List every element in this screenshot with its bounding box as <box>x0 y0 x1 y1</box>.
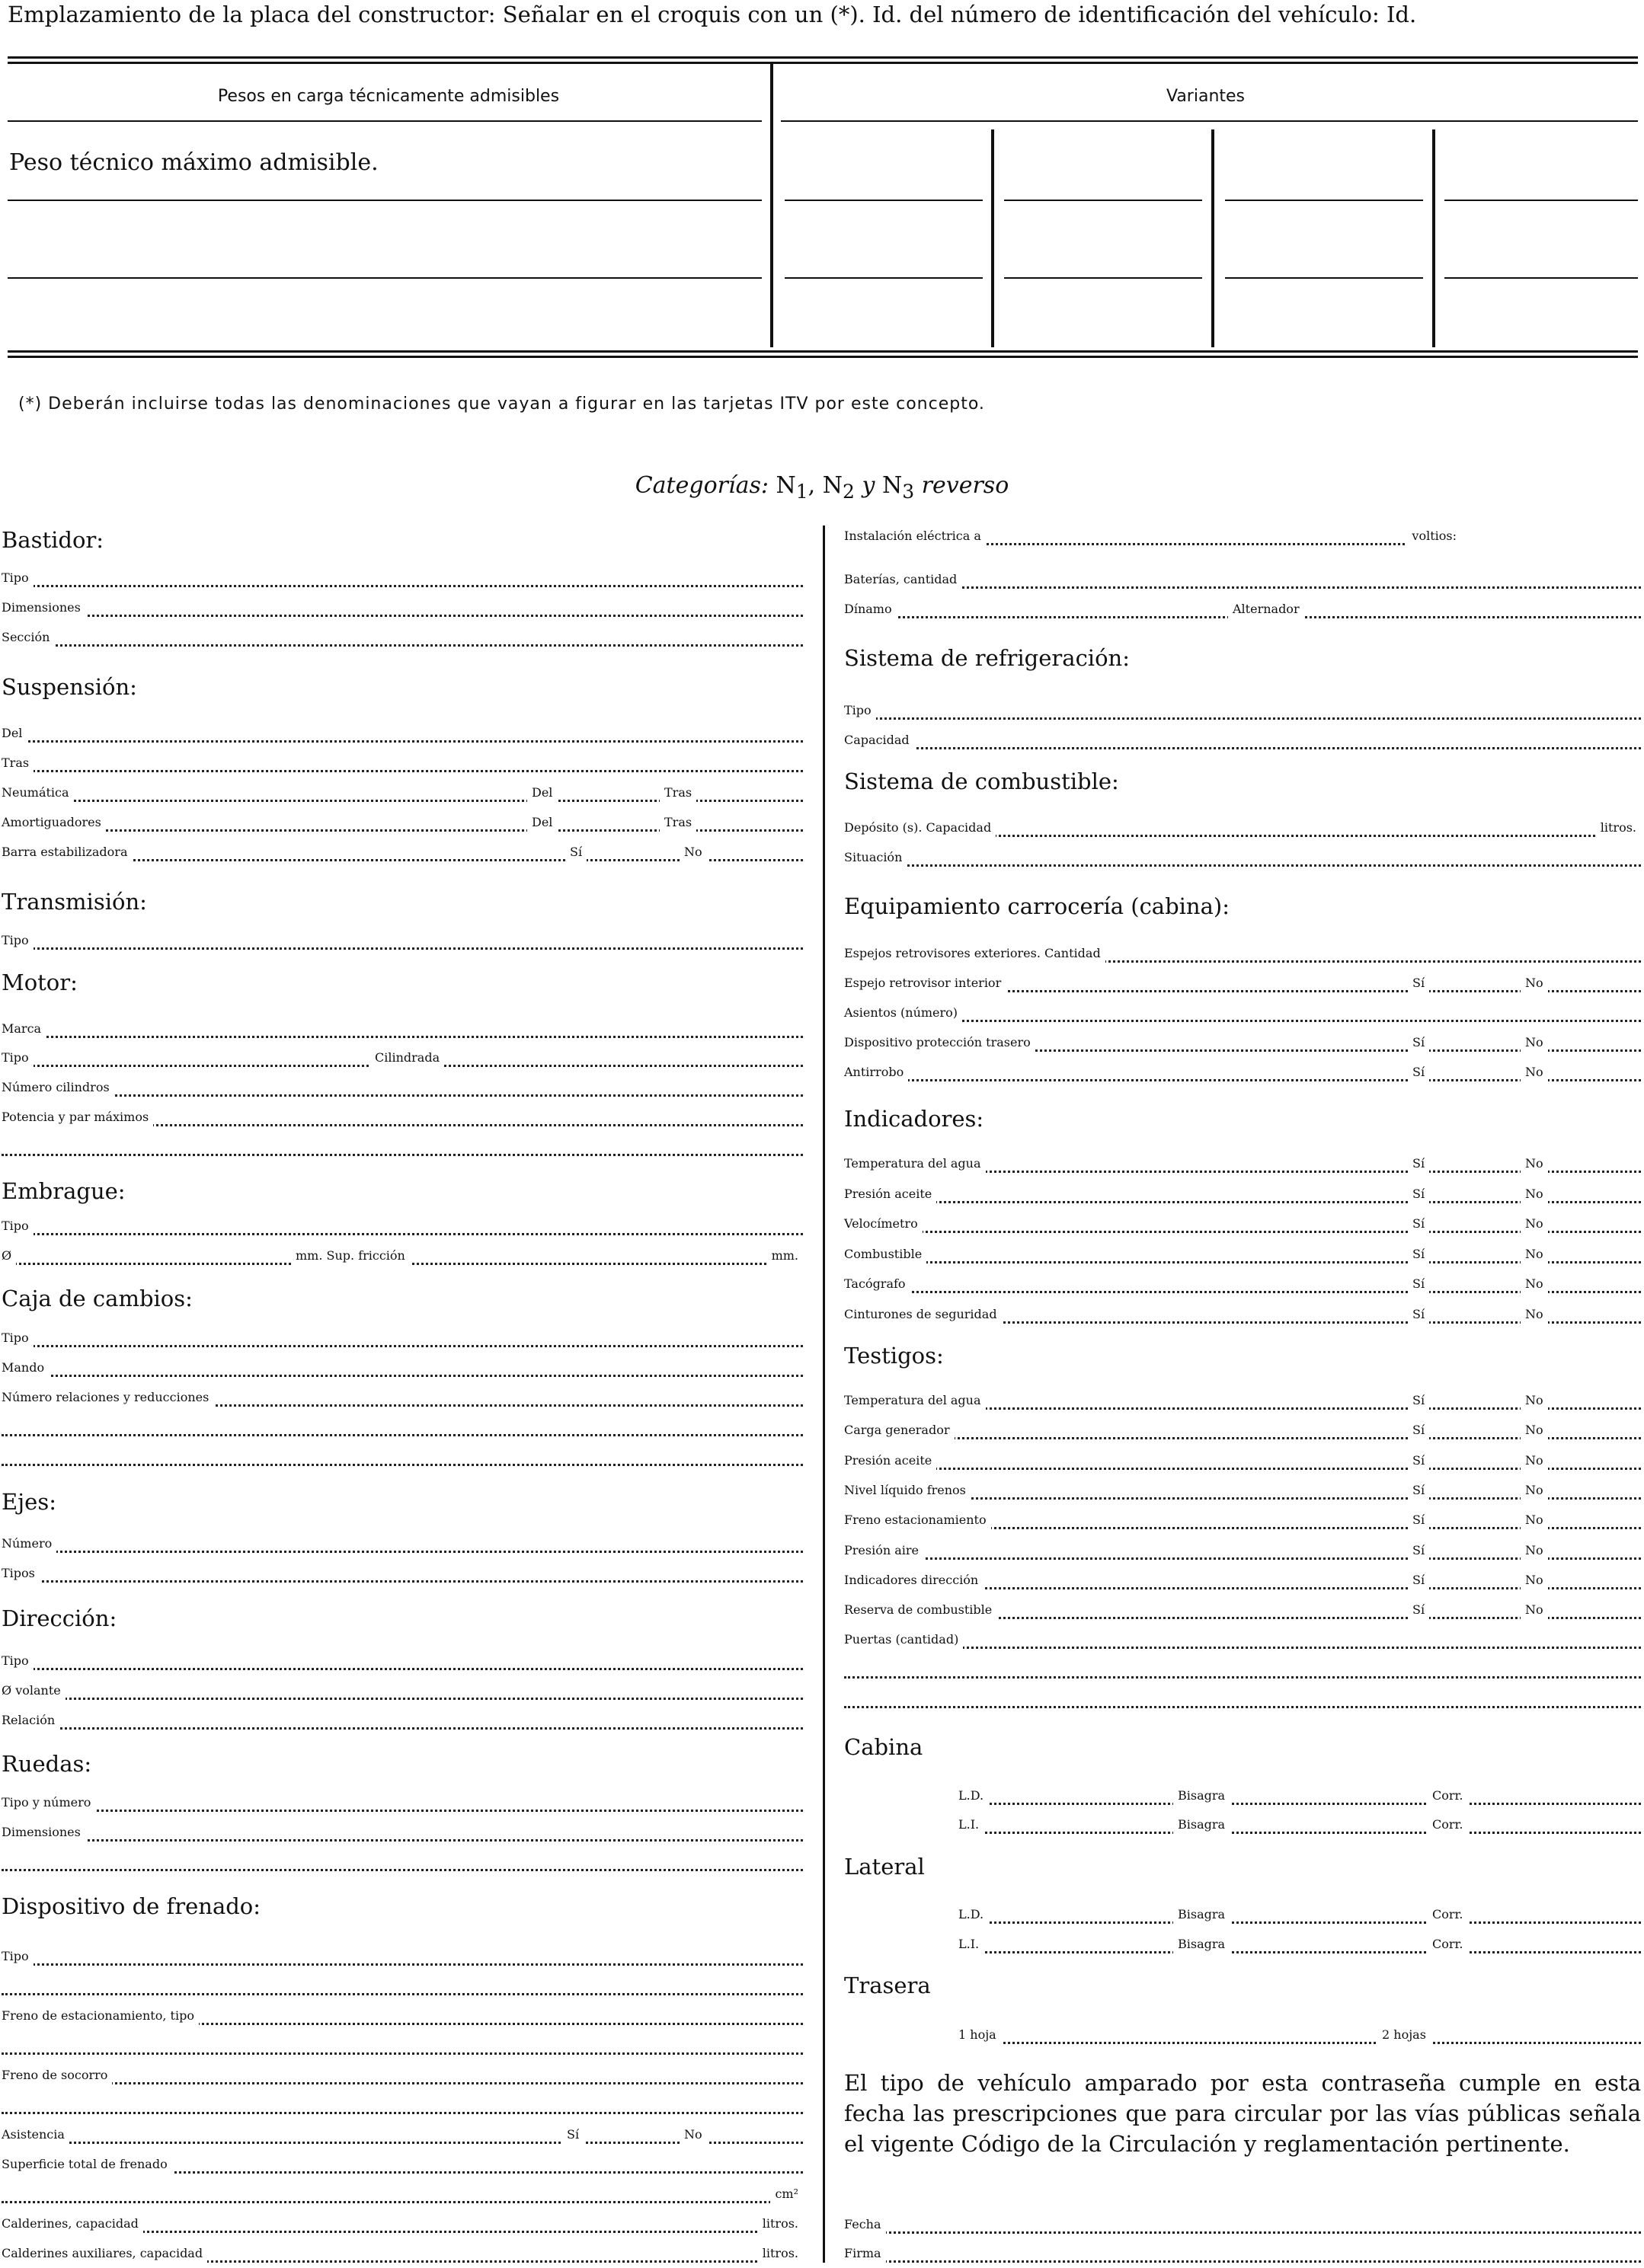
field-label: litros. <box>758 2239 803 2268</box>
field-label: Sí <box>1408 1386 1429 1415</box>
dotted-leader <box>2 918 803 950</box>
cat-suffix: reverso <box>921 472 1009 499</box>
table-rule <box>8 277 762 279</box>
field-label: Número relaciones y reducciones <box>2 1383 213 1412</box>
dotted-leader <box>2 1551 803 1583</box>
field-label: Presión aire <box>844 1536 923 1565</box>
field-label: No <box>1521 1300 1548 1329</box>
field-label: Ø <box>2 1241 16 1270</box>
dotted-leader <box>844 835 1641 867</box>
field-label: Freno de estacionamiento, tipo <box>2 2001 199 2030</box>
field-label: Cinturones de seguridad <box>844 1300 1002 1329</box>
field-label: Número cilindros <box>2 1073 114 1102</box>
cat-n2: N <box>822 472 843 499</box>
table-rule <box>785 277 983 279</box>
field-label: No <box>1521 1209 1548 1238</box>
form-row[interactable] <box>844 726 1641 755</box>
field-label: Tipo <box>2 1324 34 1353</box>
field-label: L.I. <box>958 1810 984 1839</box>
field-label: No <box>1521 1149 1548 1178</box>
form-row[interactable] <box>2 623 803 652</box>
field-label: Sí <box>1408 1058 1429 1087</box>
field-label: Potencia y par máximos <box>2 1103 153 1132</box>
field-label: litros. <box>758 2209 803 2238</box>
header-line: Emplazamiento de la placa del constructor: Señalar en el croquis con un (*). Id. del número de identificación del vehículo: Id. <box>8 2 1417 27</box>
dotted-leader <box>2 1125 803 1156</box>
dotted-leader <box>844 1647 1641 1679</box>
form-row[interactable] <box>2 1706 803 1735</box>
field-label: Dimensiones <box>2 1818 85 1847</box>
field-label: Tipo <box>2 1647 34 1675</box>
indicator-row[interactable] <box>844 1300 1641 1329</box>
field-label: Sí <box>1408 969 1429 998</box>
dotted-leader <box>2 2024 803 2055</box>
cat-y: y <box>862 472 875 499</box>
dotted-leader <box>844 718 1641 749</box>
table-rule <box>1225 277 1423 279</box>
field-label: Presión aceite <box>844 1180 936 1209</box>
field-label: Bisagra <box>1173 1781 1230 1810</box>
field-label: Tipos <box>2 1559 40 1588</box>
dotted-leader <box>2 2083 803 2114</box>
field-label: Corr. <box>1428 1900 1468 1929</box>
field-label: Relación <box>2 1706 59 1735</box>
field-label: Espejos retrovisores exteriores. Cantidad <box>844 939 1105 968</box>
refrig-heading: Sistema de refrigeración: <box>844 645 1130 671</box>
table-rule <box>1004 200 1202 201</box>
table-rule <box>1444 200 1638 201</box>
form-row[interactable] <box>958 2020 1641 2049</box>
dotted-leader <box>844 1618 1641 1649</box>
combustible-heading: Sistema de combustible: <box>844 768 1119 794</box>
dotted-leader <box>2 1065 803 1097</box>
field-label: No <box>1521 1506 1548 1535</box>
table-top-rule <box>8 56 1638 64</box>
field-label: Bisagra <box>1173 1930 1230 1959</box>
field-label: Tipo <box>2 1212 34 1241</box>
form-row[interactable] <box>844 843 1641 872</box>
form-row[interactable] <box>844 1685 1641 1714</box>
field-label: Dínamo <box>844 595 897 624</box>
field-label: mm. Sup. fricción <box>291 1241 410 1270</box>
field-label: Sí <box>1408 1270 1429 1299</box>
field-label: No <box>1521 1596 1548 1624</box>
embrague-heading: Embrague: <box>2 1178 126 1204</box>
field-label: Calderines auxiliares, capacidad <box>2 2239 207 2268</box>
field-label: Tacógrafo <box>844 1270 910 1299</box>
field-label: 2 hojas <box>1377 2020 1431 2049</box>
form-row[interactable] <box>2 1848 803 1877</box>
field-label: No <box>1521 1270 1548 1299</box>
cat-n3: N <box>881 472 903 499</box>
field-label: mm. <box>767 1241 803 1270</box>
cat-comma: , <box>808 472 816 499</box>
field-label: Bisagra <box>1173 1810 1230 1839</box>
dotted-leader <box>2 2053 803 2084</box>
field-label: Asistencia <box>2 2120 69 2149</box>
dotted-leader <box>844 557 1641 589</box>
field-label: Tipo <box>2 564 34 593</box>
field-label: Tipo <box>2 926 34 955</box>
dotted-leader <box>958 1922 1641 1953</box>
field-label: Combustible <box>844 1240 926 1269</box>
dotted-leader <box>2 711 803 743</box>
field-label: Sí <box>1408 1596 1429 1624</box>
footnote: (*) Deberán incluirse todas las denominaciones que vayan a figurar en las tarjetas ITV por este concepto. <box>18 395 985 414</box>
field-label: No <box>1521 1180 1548 1209</box>
field-label: Tipo y número <box>2 1788 95 1817</box>
field-label: voltios: <box>1407 522 1461 551</box>
trasera-heading: Trasera <box>844 1973 931 1998</box>
dotted-leader <box>2 1840 803 1871</box>
field-label: Espejo retrovisor interior <box>844 969 1006 998</box>
field-label: Número <box>2 1529 56 1558</box>
field-label: Mando <box>2 1353 49 1382</box>
table-bottom-rule <box>8 350 1638 358</box>
field-label: 1 hoja <box>958 2020 1001 2049</box>
field-label: Sí <box>1408 1149 1429 1178</box>
field-label: No <box>1521 969 1548 998</box>
field-label: Tipo <box>844 696 876 725</box>
field-label: Nivel líquido frenos <box>844 1476 971 1505</box>
table-rule <box>8 120 762 122</box>
table-rule <box>8 200 762 201</box>
cat-sub1: 1 <box>795 481 808 503</box>
field-label: No <box>1521 1416 1548 1445</box>
form-row[interactable] <box>844 595 1641 624</box>
dotted-leader <box>958 1893 1641 1924</box>
field-label: No <box>1521 1386 1548 1415</box>
testigos-heading: Testigos: <box>844 1343 944 1369</box>
dotted-leader <box>844 1677 1641 1708</box>
field-label: Asientos (número) <box>844 998 962 1027</box>
dotted-leader <box>958 2013 1641 2044</box>
cat-n1: N <box>776 472 796 499</box>
field-label: Tras <box>660 778 696 807</box>
dotted-leader <box>844 2203 1641 2234</box>
dotted-leader <box>2 1810 803 1842</box>
table-divider <box>1211 129 1214 347</box>
weights-header: Pesos en carga técnicamente admisibles <box>217 87 560 106</box>
field-label: L.I. <box>958 1930 984 1959</box>
field-label: Tipo <box>2 1043 34 1072</box>
dotted-leader <box>2 1316 803 1347</box>
certification-paragraph: El tipo de vehículo amparado por esta contraseña cumple en esta fecha las prescripciones que para circular por las vías públicas señala el vigente Código de la Circulación y reglamentación pertinente. <box>844 2070 1641 2157</box>
field-label: cm² <box>770 2180 803 2209</box>
field-label: Cilindrada <box>370 1043 444 1072</box>
column-divider <box>823 525 825 2263</box>
form-row[interactable] <box>2 1442 803 1471</box>
dotted-leader <box>2 2172 803 2203</box>
cabina-heading: Cabina <box>844 1734 923 1760</box>
dotted-leader <box>2 1669 803 1700</box>
field-label: Firma <box>844 2239 886 2268</box>
suspension-heading: Suspensión: <box>2 674 137 700</box>
field-label: No <box>1521 1536 1548 1565</box>
field-label: Instalación eléctrica a <box>844 522 986 551</box>
frenado-heading: Dispositivo de frenado: <box>2 1893 261 1919</box>
table-divider <box>991 129 994 347</box>
dotted-leader <box>2 1934 803 1966</box>
transmision-heading: Transmisión: <box>2 889 147 915</box>
field-label: No <box>1521 1446 1548 1475</box>
dotted-leader <box>2 1435 803 1466</box>
field-label: Sí <box>562 2120 584 2149</box>
field-label: Sí <box>1408 1416 1429 1445</box>
field-label: Del <box>527 778 557 807</box>
indicadores-heading: Indicadores: <box>844 1106 984 1132</box>
field-label: Temperatura del agua <box>844 1386 986 1415</box>
form-row[interactable] <box>2 926 803 955</box>
cat-sub2: 2 <box>843 481 855 503</box>
field-label: Antirrobo <box>844 1058 908 1087</box>
dotted-leader <box>2 1522 803 1553</box>
dotted-leader <box>2 1007 803 1038</box>
table-rule <box>1004 277 1202 279</box>
dotted-leader <box>844 991 1641 1022</box>
field-label: Marca <box>2 1014 46 1043</box>
dotted-leader <box>844 2231 1641 2263</box>
table-divider <box>770 64 773 347</box>
field-label: Sí <box>1408 1536 1429 1565</box>
form-row[interactable] <box>958 1810 1641 1839</box>
table-divider <box>1432 129 1435 347</box>
field-label: Reserva de combustible <box>844 1596 996 1624</box>
dotted-leader <box>2 1204 803 1235</box>
field-label: No <box>1521 1240 1548 1269</box>
dotted-leader <box>958 1803 1641 1834</box>
field-label: Sección <box>2 623 54 652</box>
field-label: Sí <box>565 838 587 867</box>
direccion-heading: Dirección: <box>2 1605 117 1631</box>
field-label: Sí <box>1408 1446 1429 1475</box>
field-label: Puertas (cantidad) <box>844 1625 963 1654</box>
field-label: Ø volante <box>2 1676 66 1705</box>
field-label: Superficie total de frenado <box>2 2150 172 2179</box>
field-label: Sí <box>1408 1209 1429 1238</box>
table-rule <box>785 200 983 201</box>
dotted-leader <box>2 741 803 772</box>
dotted-leader <box>958 1774 1641 1805</box>
field-label: No <box>1521 1566 1548 1595</box>
field-label: Neumática <box>2 778 74 807</box>
field-label: No <box>680 2120 707 2149</box>
field-label: Situación <box>844 843 907 872</box>
field-label: No <box>1521 1476 1548 1505</box>
form-row[interactable] <box>2 838 803 867</box>
field-label: Tras <box>2 749 34 778</box>
field-label: Presión aceite <box>844 1446 936 1475</box>
field-label: L.D. <box>958 1900 988 1929</box>
field-label: Tras <box>660 808 696 837</box>
field-label: Sí <box>1408 1028 1429 1057</box>
field-label: Capacidad <box>844 726 914 755</box>
dotted-leader <box>2 1639 803 1670</box>
field-label: Sí <box>1408 1506 1429 1535</box>
field-label: Dispositivo protección trasero <box>844 1028 1035 1057</box>
form-row[interactable] <box>2 1132 803 1161</box>
dotted-leader <box>2 556 803 587</box>
dotted-leader <box>2 1346 803 1377</box>
field-label: No <box>1521 1028 1548 1057</box>
dotted-leader <box>2 1405 803 1436</box>
field-label: Sí <box>1408 1566 1429 1595</box>
field-label: Corr. <box>1428 1781 1468 1810</box>
field-label: Baterías, cantidad <box>844 565 961 594</box>
table-rule <box>1444 277 1638 279</box>
dotted-leader <box>2 615 803 647</box>
form-row[interactable] <box>2 2239 803 2268</box>
form-row[interactable] <box>958 1930 1641 1959</box>
field-label: Indicadores dirección <box>844 1566 983 1595</box>
field-label: Calderines, capacidad <box>2 2209 143 2238</box>
field-label: Freno de socorro <box>2 2061 112 2090</box>
dotted-leader <box>2 1781 803 1812</box>
field-label: Amortiguadores <box>2 808 106 837</box>
ruedas-heading: Ruedas: <box>2 1751 92 1777</box>
field-label: Del <box>2 719 27 748</box>
field-label: Corr. <box>1428 1930 1468 1959</box>
field-label: Sí <box>1408 1180 1429 1209</box>
field-label: Carga generador <box>844 1416 955 1445</box>
cat-sub3: 3 <box>902 481 915 503</box>
equip-heading: Equipamiento carrocería (cabina): <box>844 893 1230 919</box>
dotted-leader <box>2 1698 803 1730</box>
field-label: Freno estacionamiento <box>844 1506 991 1535</box>
field-label: Velocímetro <box>844 1209 923 1238</box>
field-label: Tipo <box>2 1942 34 1971</box>
field-label: Bisagra <box>1173 1900 1230 1929</box>
field-label: Sí <box>1408 1240 1429 1269</box>
field-label: Del <box>527 808 557 837</box>
form-row[interactable] <box>844 522 1461 551</box>
categories-prefix: Categorías: <box>635 472 769 499</box>
field-label: No <box>1521 1058 1548 1087</box>
weights-row-label: Peso técnico máximo admisible. <box>9 149 379 176</box>
motor-heading: Motor: <box>2 969 78 995</box>
categories-heading <box>0 472 1644 503</box>
form-row[interactable] <box>2 1241 803 1270</box>
caja-heading: Caja de cambios: <box>2 1286 193 1311</box>
field-label: Barra estabilizadora <box>2 838 133 867</box>
field-label: Depósito (s). Capacidad <box>844 813 996 842</box>
field-label: litros. <box>1596 813 1641 842</box>
bastidor-heading: Bastidor: <box>2 527 104 553</box>
table-rule <box>781 120 1638 122</box>
variants-header: Variantes <box>1166 87 1246 106</box>
field-label: Corr. <box>1428 1810 1468 1839</box>
field-label: No <box>680 838 707 867</box>
form-row[interactable] <box>844 1058 1641 1087</box>
form-row[interactable] <box>2 1559 803 1588</box>
ejes-heading: Ejes: <box>2 1489 56 1515</box>
field-label: Alternador <box>1228 595 1304 624</box>
field-label: L.D. <box>958 1781 988 1810</box>
dotted-leader <box>2 586 803 617</box>
field-label: Sí <box>1408 1300 1429 1329</box>
field-label: Sí <box>1408 1476 1429 1505</box>
form-row[interactable] <box>844 2239 1641 2268</box>
table-rule <box>1225 200 1423 201</box>
field-label: Fecha <box>844 2210 886 2239</box>
dotted-leader <box>2 1964 803 1995</box>
field-label: Temperatura del agua <box>844 1149 986 1178</box>
lateral-heading: Lateral <box>844 1854 925 1880</box>
field-label: Dimensiones <box>2 593 85 622</box>
dotted-leader <box>844 688 1641 720</box>
